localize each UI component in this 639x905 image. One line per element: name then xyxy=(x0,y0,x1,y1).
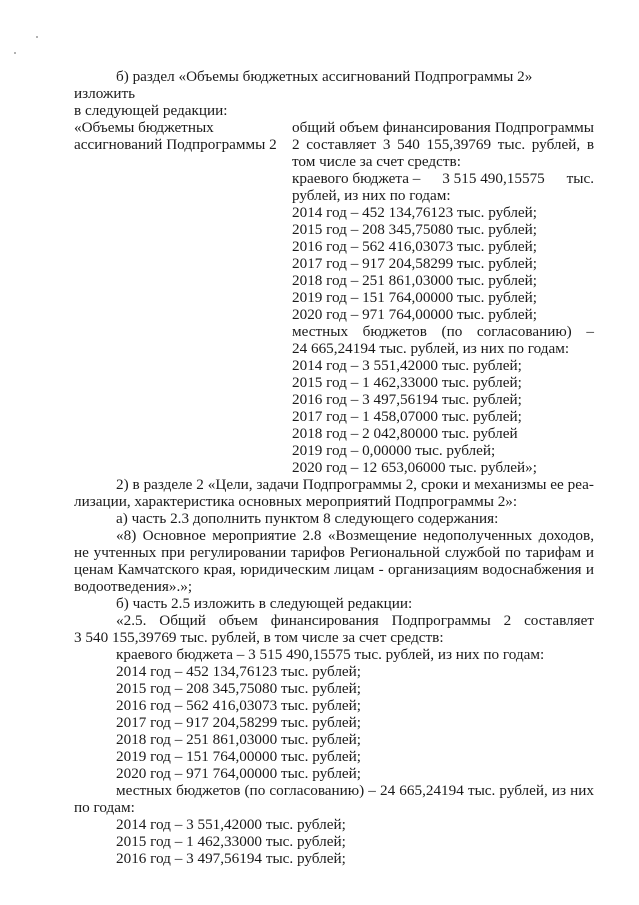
table-year-row: 2017 год – 917 204,58299 тыс. рублей; xyxy=(292,255,537,272)
year-row: 2018 год – 251 861,03000 тыс. рублей; xyxy=(116,731,361,748)
year-row: 2017 год – 917 204,58299 тыс. рублей; xyxy=(116,714,361,731)
table-year-row: 2014 год – 3 551,42000 тыс. рублей; xyxy=(292,357,522,374)
intro-line-2: в следующей редакции: xyxy=(74,102,228,119)
allocations-table xyxy=(74,119,594,476)
table-year-row: 2017 год – 1 458,07000 тыс. рублей; xyxy=(292,408,522,425)
year-row: 2016 год – 562 416,03073 тыс. рублей; xyxy=(116,697,361,714)
year-row: 2016 год – 3 497,56194 тыс. рублей; xyxy=(116,850,346,867)
year-row: 2020 год – 971 764,00000 тыс. рублей; xyxy=(116,765,361,782)
regional-budget-line: краевого бюджета – 3 515 490,15575 тыс. рублей, из них по годам: xyxy=(116,646,545,663)
table-year-row: 2016 год – 562 416,03073 тыс. рублей; xyxy=(292,238,537,255)
scan-dot xyxy=(14,52,16,54)
table-year-row: 2015 год – 1 462,33000 тыс. рублей; xyxy=(292,374,522,391)
table-year-row: 2020 год – 12 653,06000 тыс. рублей»; xyxy=(292,459,537,476)
total-line-1: «2.5. Общий объем финансирования Подпрограммы 2 составляет xyxy=(116,612,594,629)
regional-unit: тыс. xyxy=(566,170,594,187)
table-year-row: 2020 год – 971 764,00000 тыс. рублей; xyxy=(292,306,537,323)
year-row: 2019 год – 151 764,00000 тыс. рублей; xyxy=(116,748,361,765)
local-budget-line-1: местных бюджетов (по согласованию) – 24 665,24194 тыс. рублей, из них xyxy=(116,782,594,799)
item-b: б) часть 2.5 изложить в следующей редакции: xyxy=(116,595,413,612)
document-page xyxy=(74,68,594,867)
item-a: а) часть 2.3 дополнить пунктом 8 следующего содержания: xyxy=(116,510,499,527)
regional-amount: 3 515 490,15575 xyxy=(442,170,545,187)
local-word: местных xyxy=(292,323,349,340)
table-regional-line xyxy=(292,170,594,187)
scan-dot xyxy=(36,36,38,38)
table-year-row: 2014 год – 452 134,76123 тыс. рублей; xyxy=(292,204,537,221)
local-word: бюджетов xyxy=(362,323,427,340)
table-local-line xyxy=(292,323,594,340)
year-row: 2015 год – 1 462,33000 тыс. рублей; xyxy=(116,833,346,850)
table-local-line-2: 24 665,24194 тыс. рублей, из них по годам: xyxy=(292,340,570,357)
table-left-cell xyxy=(74,119,292,476)
year-row: 2014 год – 452 134,76123 тыс. рублей; xyxy=(116,663,361,680)
local-word: согласованию) xyxy=(476,323,572,340)
table-year-row: 2015 год – 208 345,75080 тыс. рублей; xyxy=(292,221,537,238)
measure-quote: «8) Основное мероприятие 2.8 «Возмещение недополученных доходов, не учтенных при регулировании тарифов Региональной службой по тарифам и ценам Камчатского края, юридическим лицам - организациям водоснабжения и водоотведения».»; xyxy=(74,527,594,595)
intro-line-1: б) раздел «Объемы бюджетных ассигнований Подпрограммы 2» изложить xyxy=(74,68,533,102)
table-left-line: «Объемы бюджетных xyxy=(74,119,214,136)
table-year-row: 2019 год – 0,00000 тыс. рублей; xyxy=(292,442,496,459)
year-row: 2014 год – 3 551,42000 тыс. рублей; xyxy=(116,816,346,833)
table-year-row: 2018 год – 2 042,80000 тыс. рублей xyxy=(292,425,518,442)
table-total-line: 2 составляет 3 540 155,39769 тыс. рублей, в xyxy=(292,136,594,153)
year-row: 2015 год – 208 345,75080 тыс. рублей; xyxy=(116,680,361,697)
regional-label: краевого бюджета – xyxy=(292,170,421,187)
table-left-line: ассигнований Подпрограммы 2 xyxy=(74,136,277,153)
total-line-2: 3 540 155,39769 тыс. рублей, в том числе за счет средств: xyxy=(74,629,444,646)
table-year-row: 2018 год – 251 861,03000 тыс. рублей; xyxy=(292,272,537,289)
section-2-line-1: 2) в разделе 2 «Цели, задачи Подпрограммы 2, сроки и механизмы ее реа- xyxy=(116,476,594,493)
table-total-line: том числе за счет средств: xyxy=(292,153,461,170)
local-budget-line-2: по годам: xyxy=(74,799,135,816)
local-word: (по xyxy=(441,323,463,340)
table-regional-line-2: рублей, из них по годам: xyxy=(292,187,451,204)
table-year-row: 2019 год – 151 764,00000 тыс. рублей; xyxy=(292,289,537,306)
table-year-row: 2016 год – 3 497,56194 тыс. рублей; xyxy=(292,391,522,408)
section-2-line-2: лизации, характеристика основных мероприятий Подпрограммы 2»: xyxy=(74,493,518,510)
table-total-line: общий объем финансирования Подпрограммы xyxy=(292,119,594,136)
table-right-cell xyxy=(292,119,594,476)
local-word: – xyxy=(586,323,594,340)
